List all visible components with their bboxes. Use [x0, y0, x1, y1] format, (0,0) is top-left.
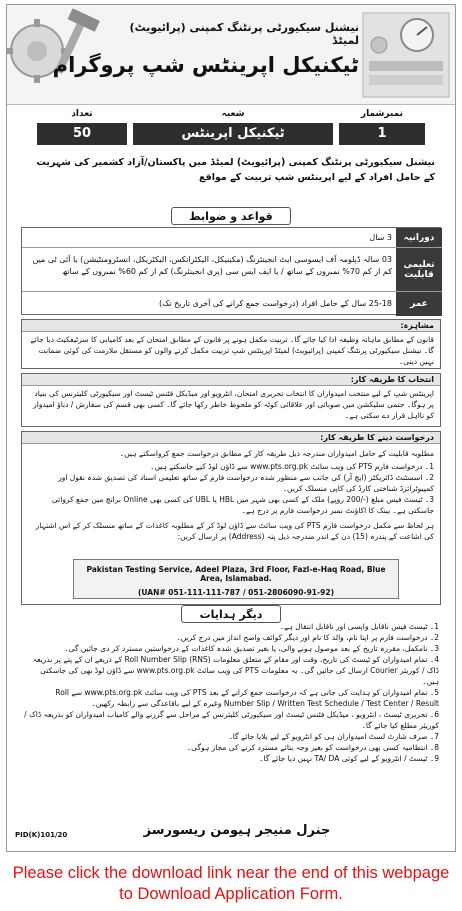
criteria-label: دورانیہ	[396, 228, 442, 247]
instruction-item: 8۔ انتظامیہ کسی بھی درخواست کو بغیر وجہ بتائے مسترد کرنے کی مجاز ہوگی۔	[186, 743, 439, 752]
field-value: ٹیکنیکل اپرینٹس	[133, 123, 333, 145]
stipend-text: قانون کے مطابق ماہانہ وظیفہ ادا کیا جائے گا۔ تربیت مکمل ہونے پر قانون کے مطابق امتحان کے بعد کامیابی کا سرٹیفکیٹ دیا جائے گا۔ نیشنل سیکیورٹی پرنٹنگ کمپنی (پرائیویٹ) لمیٹڈ اپرینٹس شپ تربیت مکمل کرنے والوں کو مستقل ملازمت کی کوئی ضمانت نہیں دیتی۔	[30, 335, 434, 366]
job-advertisement	[6, 4, 456, 852]
field-header: شعبہ	[221, 109, 245, 119]
apply-step: 2۔ اسسٹنٹ ڈائریکٹر (ایچ آر) کی جانب سے منظور شدہ درخواست فارم کے ساتھ تعلیمی اسناد کی تصدیق شدہ نقول اور کمپیوٹرائزڈ شناختی کارڈ کی کاپی منسلک کریں۔	[58, 473, 434, 493]
instruction-item: 3۔ نامکمل، مقررہ تاریخ کے بعد موصول ہونے والی، یا بغیر تصدیق شدہ کاغذات کے درخواستیں مسترد کر دی جائیں گی۔	[64, 644, 439, 653]
instruction-item: 9۔ ٹیسٹ / انٹرویو کے لیے کوئی TA/ DA نہیں دیا جائے گا۔	[259, 754, 439, 763]
criteria-row-qualification	[22, 248, 442, 292]
signature: جنرل منیجر ہیومن ریسورسز	[143, 823, 331, 838]
apply-step: 3۔ ٹیسٹ فیس مبلغ (-/200 روپے) ملک کے کسی بھی شہر میں HBL یا UBL کی کسی بھی Online برانچ میں جمع کروائی جاسکتی ہے۔ بینک کا اکاؤنٹ نمبر درخواست فارم پر درج ہے۔	[51, 495, 434, 515]
criteria-row-duration	[22, 228, 442, 248]
criteria-label: تعلیمی قابلیت	[396, 248, 442, 291]
instructions-list	[23, 621, 439, 764]
stipend-title: مشاہرہ:	[22, 320, 440, 332]
serial-header: نمبرشمار	[360, 109, 404, 119]
selection-box	[21, 373, 441, 427]
criteria-box	[21, 227, 441, 315]
intro-text: نیشنل سیکیورٹی پرنٹنگ کمپنی (پرائیویٹ) لمیٹڈ میں پاکستان/آزاد کشمیر کی شہریت کے حامل افراد کے لیے اپرینٹس شپ تربیت کے مواقع	[36, 157, 435, 183]
stipend-box	[21, 319, 441, 369]
instruction-item: 5۔ تمام امیدواران کو ہدایت کی جاتی ہے کہ درخواست جمع کرانے کے بعد PTS کی ویب سائٹ www.pts.org.pk سے Roll Number Slip / Written Test Schedule / Test Center / Result وغیرہ کے لیے باقاعدگی سے رابطہ رکھیں۔	[55, 688, 439, 708]
instruction-item: 1۔ ٹیسٹ فیس ناقابل واپسی اور ناقابل انتقال ہے۔	[279, 622, 439, 631]
apply-title: درخواست دینے کا طریقہ کار:	[22, 432, 440, 444]
apply-note: ہر لحاظ سے مکمل درخواست فارم PTS کی ویب سائٹ سے ڈاؤن لوڈ کر کے مطلوبہ کاغذات کے ساتھ منسلک کر کے اس اشتہار کی اشاعت کے پندرہ (15) دن کے اندر مندرجہ ذیل پتہ (Address) پر ارسال کریں:	[35, 521, 434, 541]
count-header: تعداد	[71, 109, 93, 119]
instruction-item: 6۔ تحریری ٹیسٹ ، انٹرویو ، میڈیکل فٹنس ٹیسٹ اور سیکیورٹی کلیئرنس کے مراحل سے گزرنے والے کامیاب امیدواران کو بذریعہ ڈاک / کوریئر مطلع کیا جائے گا۔	[24, 710, 439, 730]
company-name: نیشنل سیکیورٹی پرنٹنگ کمپنی (پرائیویٹ) لمیٹڈ	[129, 21, 359, 47]
download-notice: Please click the download link near the end of this webpage to Download Application Form.	[12, 864, 450, 903]
criteria-row-age	[22, 292, 442, 316]
phone-line: (UAN# 051-111-111-787 / 051-2806090-91-92)	[137, 588, 334, 597]
instruction-item: 7۔ صرف شارٹ لسٹ امیدواران ہی کو انٹرویو کے لیے بلایا جائے گا۔	[228, 732, 439, 741]
criteria-title: قواعد و ضوابط	[171, 207, 291, 225]
address-line: Pakistan Testing Service, Adeel Plaza, 3rd Floor, Fazl-e-Haq Road, Blue Area, Islamabad.	[86, 565, 386, 583]
serial-value: 1	[339, 123, 425, 145]
vacancy-table	[37, 109, 425, 147]
pid-number: PID(K)101/20	[15, 831, 68, 839]
criteria-text: 25-18 سال کے حامل افراد (درخواست جمع کرانے کی آخری تاریخ تک)	[159, 299, 392, 308]
selection-title: انتخاب کا طریقہ کار:	[22, 374, 440, 386]
selection-text: اپرینٹس شپ کے لیے منتخب امیدواران کا انتخاب تحریری امتحان، انٹرویو اور میڈیکل فٹنس ٹیسٹ اور سیکیورٹی کلیئرنس کی بنیاد پر ہوگا۔ حتمی سلیکشن میں صوبائی اور علاقائی کوٹہ کو ملحوظ خاطر رکھا جائے گا۔ کسی بھی قسم کی سفارش / دباؤ امیدوار کو نااہل قرار دے سکتی ہے۔	[33, 389, 434, 420]
program-title: ٹیکنیکل اپرینٹس شپ پروگرام	[52, 53, 359, 77]
criteria-text: 03 سالہ ڈپلومہ آف ایسوسی ایٹ انجینئرنگ (مکینیکل، الیکٹرانکس، الیکٹریکل، انسٹرومنٹیشن) یا آئی ٹی میں کم از کم 70% نمبروں کے ساتھ / یا ایف ایس سی (پری انجینئرنگ) کم از کم 60% نمبروں کے ساتھ	[32, 255, 392, 276]
instruction-item: 2۔ درخواست فارم پر اپنا نام، والد کا نام اور دیگر کوائف واضح انداز میں درج کریں۔	[176, 633, 439, 642]
count-value: 50	[37, 123, 127, 145]
instructions-title: دیگر ہدایات	[181, 605, 281, 623]
criteria-text: 3 سال	[369, 233, 392, 242]
apply-steps	[22, 461, 440, 516]
criteria-label: عمر	[396, 292, 442, 316]
apply-intro: مطلوبہ قابلیت کے حامل امیدواران مندرجہ ذیل طریقہ کار کے مطابق درخواست جمع کرواسکتے ہیں۔	[119, 449, 434, 458]
instruction-item: 4۔ تمام امیدواران کو ٹیسٹ کی تاریخ، وقت اور مقام کے متعلق معلومات Roll Number Slip (RNS) کے ذریعے ان کے پتے پر بذریعہ ڈاک / کوریئر Courier ارسال کی جائیں گی۔ یہ معلومات PTS کی ویب سائٹ www.pts.org.pk سے ڈاؤن لوڈ بھی کی جاسکتی ہیں۔	[32, 655, 439, 686]
ad-header	[7, 5, 455, 105]
address-box	[73, 559, 399, 599]
apply-step: 1۔ درخواست فارم PTS کی ویب سائٹ www.pts.org.pk سے ڈاؤن لوڈ کیے جاسکتے ہیں۔	[150, 462, 434, 471]
